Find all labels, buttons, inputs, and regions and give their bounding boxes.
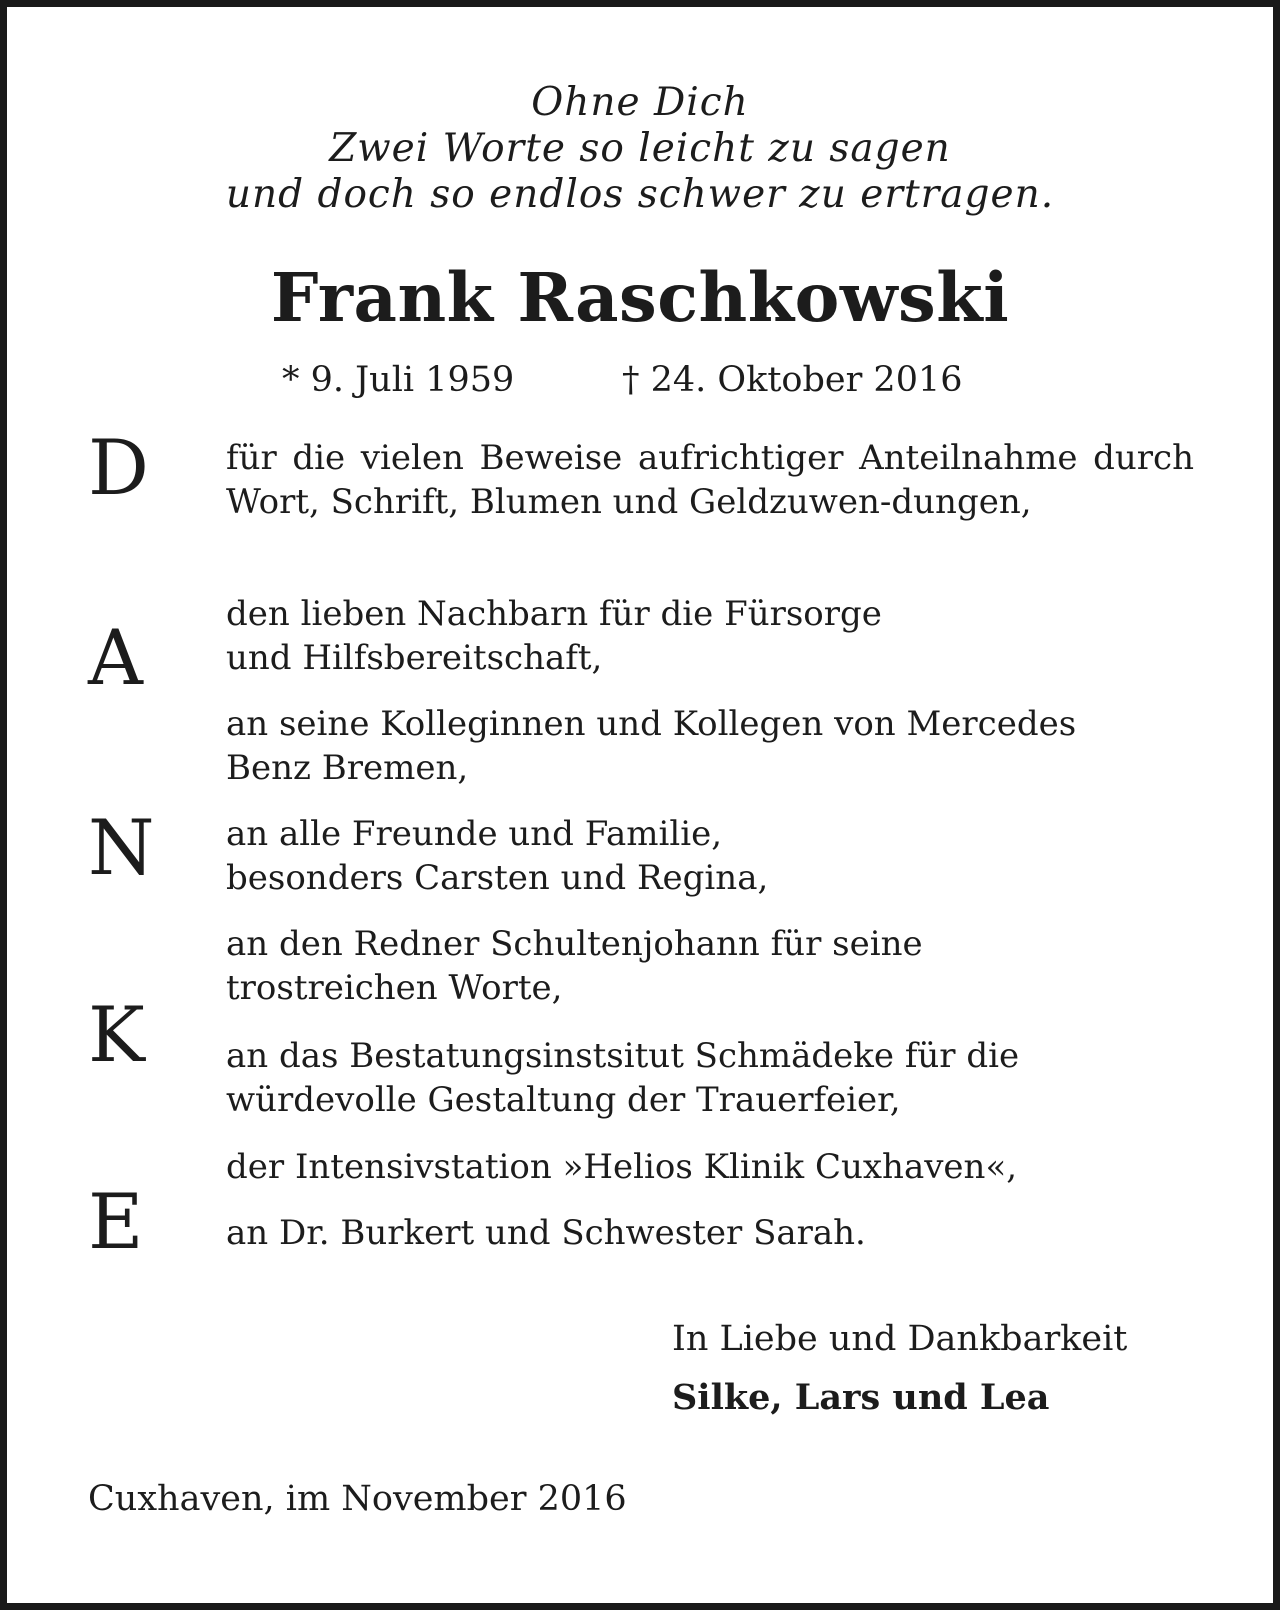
closing-phrase: In Liebe und Dankbarkeit — [672, 1319, 1128, 1359]
thanks-paragraph-1: für die vielen Beweise aufrichtiger Anteilnahme durch Wort, Schrift, Blumen und Geldzuwen-dungen, — [226, 438, 1194, 522]
birth-date: * 9. Juli 1959 — [282, 360, 515, 400]
acrostic-letter-e: E — [88, 1177, 144, 1266]
signers: Silke, Lars und Lea — [672, 1377, 1050, 1418]
poem-line-1: Ohne Dich — [531, 80, 749, 125]
thanks-paragraph-3: an seine Kolleginnen und Kollegen von Mercedes Benz Bremen, — [226, 704, 1077, 788]
thanks-paragraph-8: an Dr. Burkert und Schwester Sarah. — [226, 1213, 866, 1253]
thanks-paragraph-6: an das Bestatungsinstsitut Schmädeke für die würdevolle Gestaltung der Trauerfeier, — [226, 1036, 1020, 1120]
death-date: † 24. Oktober 2016 — [622, 360, 963, 400]
acrostic-letter-n: N — [88, 803, 155, 892]
thanks-paragraph-5: an den Redner Schultenjohann für seine trostreichen Worte, — [226, 924, 923, 1008]
thanks-paragraph-7: der Intensivstation »Helios Klinik Cuxhaven«, — [226, 1147, 1018, 1187]
place-and-date: Cuxhaven, im November 2016 — [88, 1479, 627, 1519]
acrostic-letter-a: A — [88, 613, 143, 702]
thanks-paragraph-4: an alle Freunde und Familie, besonders Carsten und Regina, — [226, 814, 769, 898]
deceased-name: Frank Raschkowski — [270, 258, 1010, 337]
thanks-paragraph-2: den lieben Nachbarn für die Fürsorge und Hilfsbereitschaft, — [226, 594, 882, 678]
poem-line-2: Zwei Worte so leicht zu sagen — [329, 126, 951, 171]
poem — [0, 80, 1280, 218]
acrostic-letter-k: K — [88, 990, 145, 1079]
acrostic-letter-d: D — [88, 423, 149, 512]
poem-line-3: und doch so endlos schwer zu ertragen. — [225, 172, 1055, 217]
